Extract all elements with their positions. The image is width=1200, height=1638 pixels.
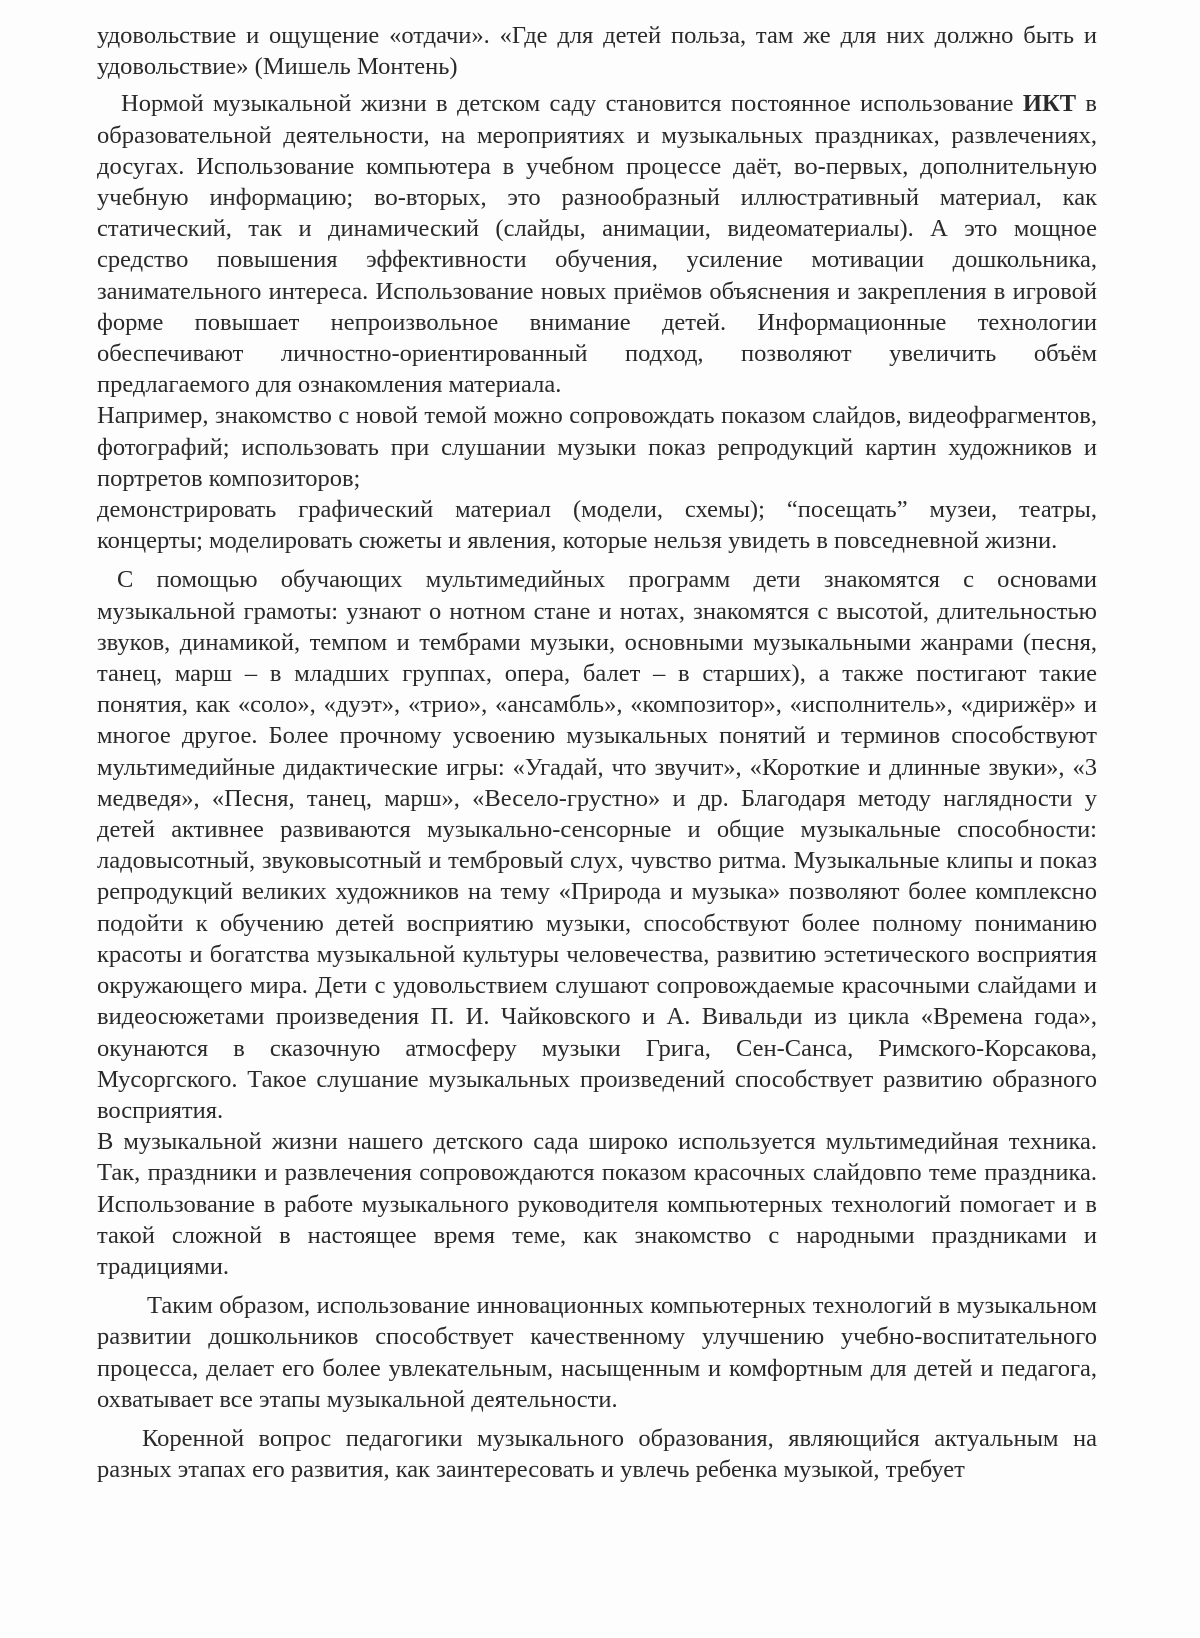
paragraph-2 xyxy=(97,88,1097,400)
paragraph-5: С помощью обучающих мультимедийных программ дети знакомятся с основами музыкальной грамоты: узнают о нотном стане и нотах, знакомятся с высотой, длительностью звуков, динамикой, темпом и тембрами музыки, основными музыкальными жанрами (песня, танец, марш – в младших группах, опера, балет – в старших), а также постигают такие понятия, как «соло», «дуэт», «трио», «ансамбль», «композитор», «исполнитель», «дирижёр» и многое другое. Более прочному усвоению музыкальных понятий и терминов способствуют мультимедийные дидактические игры: «Угадай, что звучит», «Короткие и длинные звуки», «3 медведя», «Песня, танец, марш», «Весело-грустно» и др. Благодаря методу наглядности у детей активнее развиваются музыкально-сенсорные и общие музыкальные способности: ладовысотный, звуковысотный и тембровый слух, чувство ритма. Музыкальные клипы и показ репродукций великих художников на тему «Природа и музыка» позволяют более комплексно подойти к обучению детей восприятию музыки, способствуют более полному пониманию красоты и богатства музыкальной культуры человечества, развитию эстетического восприятия окружающего мира. Дети с удовольствием слушают сопровождаемые красочными слайдами и видеосюжетами произведения П. И. Чайковского и А. Вивальди из цикла «Времена года», окунаются в сказочную атмосферу музыки Грига, Сен-Санса, Римского-Корсакова, Мусоргского. Такое слушание музыкальных произведений способствует развитию образного восприятия. xyxy=(97,566,1097,1124)
ikt-term: ИКТ xyxy=(1022,90,1077,118)
paragraph-7: Таким образом, использование инновационных компьютерных технологий в музыкальном развитии дошкольников способствует качественному улучшению учебно-воспитательного процесса, делает его более увлекательным, насыщенным и комфортным для детей и педагога, охватывает все этапы музыкальной деятельности. xyxy=(97,1292,1097,1413)
paragraph-2-rest: в образовательной деятельности, на мероприятиях и музыкальных праздниках, развлечениях, досугах. Использование компьютера в учебном процессе даёт, во-первых, дополнительную учебную информацию; во-вторых, это разнообразный иллюстративный материал, как статический, так и динамический (слайды, анимации, видеоматериалы). А это мощное средство повышения эффективности обучения, усиление мотивации дошкольника, занимательного интереса. Использование новых приёмов объяснения и закрепления в игровой форме повышает непроизвольное внимание детей. Информационные технологии обеспечивают личностно-ориентированный подход, позволяют увеличить объём предлагаемого для ознакомления материала. xyxy=(97,90,1097,399)
document-body xyxy=(97,20,1097,1485)
paragraph-8: Коренной вопрос педагогики музыкального образования, являющийся актуальным на разных этапах его развития, как заинтересовать и увлечь ребенка музыкой, требует xyxy=(97,1424,1097,1484)
paragraph-3: Например, знакомство с новой темой можно сопровождать показом слайдов, видеофрагментов, фотографий; использовать при слушании музыки показ репродукций картин художников и портретов композиторов; xyxy=(97,402,1097,492)
paragraph-4: демонстрировать графический материал (модели, схемы); “посещать” музеи, театры, концерты; моделировать сюжеты и явления, которые нельзя увидеть в повседневной жизни. xyxy=(97,496,1097,555)
paragraph-1: удовольствие и ощущение «отдачи». «Где для детей польза, там же для них должно быть и удовольствие» (Мишель Монтень) xyxy=(97,22,1097,81)
paragraph-6: В музыкальной жизни нашего детского сада широко используется мультимедийная техника. Так, праздники и развлечения сопровождаются показом красочных слайдовпо теме праздника. Использование в работе музыкального руководителя компьютерных технологий помогает и в такой сложной в настоящее время теме, как знакомство с народными праздниками и традициями. xyxy=(97,1128,1097,1280)
paragraph-2-lead: Нормой музыкальной жизни в детском саду становится постоянное использование xyxy=(121,90,1023,118)
